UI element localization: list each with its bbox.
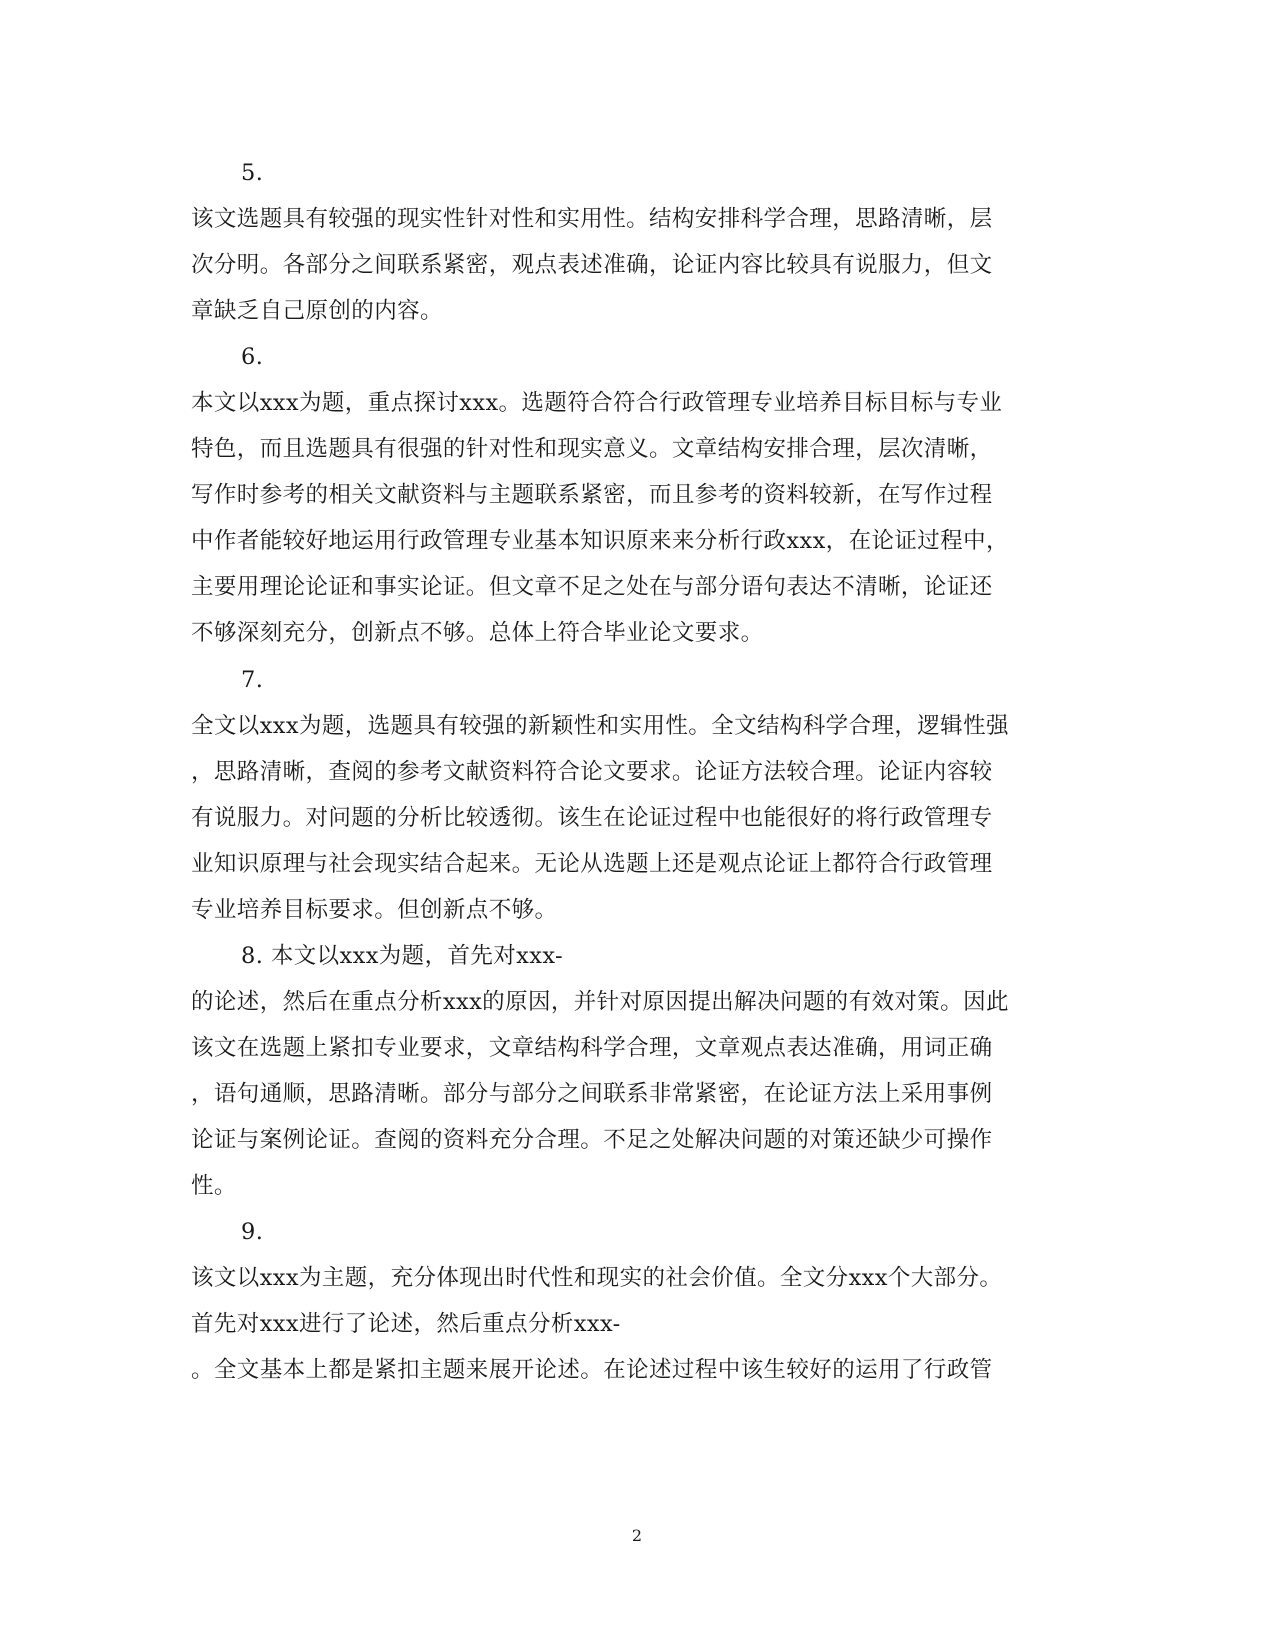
body-text-line: 次分明。各部分之间联系紧密，观点表述准确，论证内容比较具有说服力，但文 [191,252,993,278]
body-text-line: 。全文基本上都是紧扣主题来展开论述。在论述过程中该生较好的运用了行政管 [191,1357,993,1383]
body-text-line: 写作时参考的相关文献资料与主题联系紧密，而且参考的资料较新，在写作过程 [191,482,993,508]
body-text-line: 本文以xxx为题，重点探讨xxx。选题符合符合行政管理专业培养目标目标与专业 [191,390,1003,416]
body-text-line: 中作者能较好地运用行政管理专业基本知识原来来分析行政xxx，在论证过程中， [191,528,1009,554]
body-text-line: 特色，而且选题具有很强的针对性和现实意义。文章结构安排合理，层次清晰， [191,436,993,462]
body-text-line: 论证与案例论证。查阅的资料充分合理。不足之处解决问题的对策还缺少可操作 [191,1127,993,1153]
body-text-line: ，语句通顺，思路清晰。部分与部分之间联系非常紧密，在论证方法上采用事例 [191,1081,993,1107]
body-text-line: ，思路清晰，查阅的参考文献资料符合论文要求。论证方法较合理。论证内容较 [191,759,993,785]
body-text-line: 该文在选题上紧扣专业要求，文章结构科学合理，文章观点表达准确，用词正确 [191,1035,993,1061]
item-number-6: 6. [241,344,264,370]
body-text-line: 该文以xxx为主题，充分体现出时代性和现实的社会价值。全文分xxx个大部分。 [191,1265,1003,1291]
item-number-8: 8. 本文以xxx为题，首先对xxx- [241,943,564,969]
body-text-line: 业知识原理与社会现实结合起来。无论从选题上还是观点论证上都符合行政管理 [191,851,993,877]
body-text-line: 有说服力。对问题的分析比较透彻。该生在论证过程中也能很好的将行政管理专 [191,805,993,831]
body-text-line: 首先对xxx进行了论述，然后重点分析xxx- [191,1311,621,1337]
body-text-line: 的论述，然后在重点分析xxx的原因，并针对原因提出解决问题的有效对策。因此 [191,989,1009,1015]
item-number-7: 7. [241,667,264,693]
body-text-line: 主要用理论论证和事实论证。但文章不足之处在与部分语句表达不清晰，论证还 [191,574,993,600]
page-number: 2 [631,1526,643,1545]
body-text-line: 性。 [191,1173,237,1199]
body-text-line: 章缺乏自己原创的内容。 [191,298,443,324]
body-text-line: 全文以xxx为题，选题具有较强的新颖性和实用性。全文结构科学合理，逻辑性强 [191,713,1009,739]
body-text-line: 专业培养目标要求。但创新点不够。 [191,897,558,923]
body-text-line: 该文选题具有较强的现实性针对性和实用性。结构安排科学合理，思路清晰，层 [191,206,993,232]
body-text-line: 不够深刻充分，创新点不够。总体上符合毕业论文要求。 [191,620,764,646]
item-number-5: 5. [241,160,264,186]
item-number-9: 9. [241,1219,264,1245]
